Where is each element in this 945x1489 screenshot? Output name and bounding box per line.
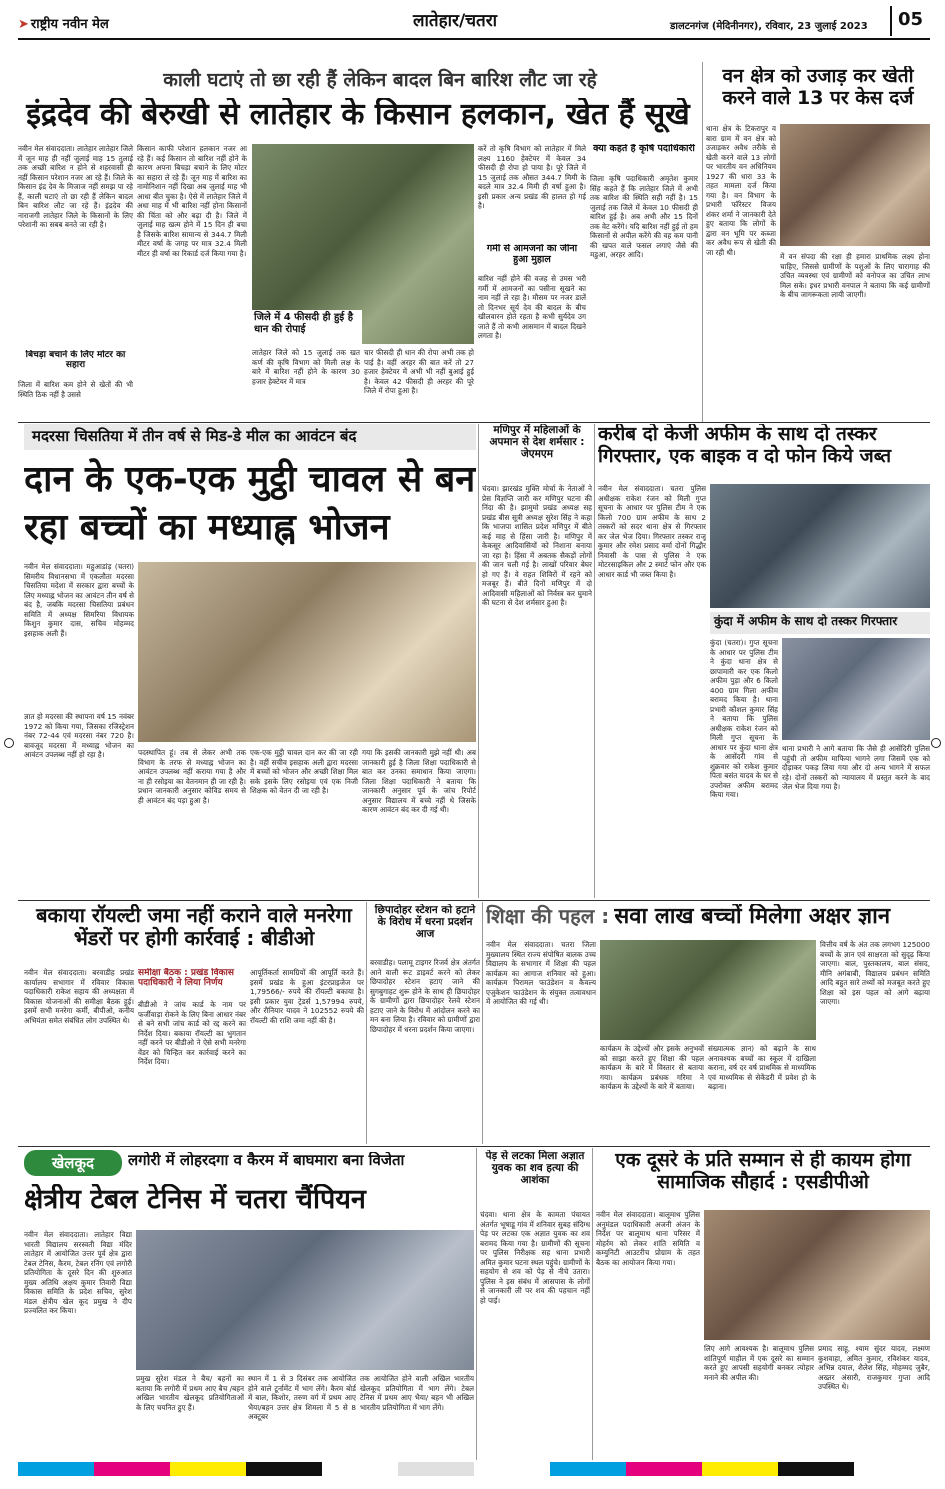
royalty-col2: बीडीओ ने जांच कार्ड के नाम पर फर्जीवाड़ा रोकने के लिए बिना आधार नंबर से बने सभी जांच कार्ड को रद्द करने का निर्देश दिया। बकाया रॉयल्टी का भुगतान नहीं करने पर बीडीओ ने ऐसे सभी मनरेगा वेंडर को चिन्हित कर कार्रवाई करने का निर्देश दिया। [138, 1000, 246, 1066]
tabletennis-photo [136, 1230, 474, 1370]
main-col4b: बारिश नहीं होने की वजह से उमस भरी गर्मी में आमजनों का पसीना सूखने का नाम नहीं ले रहा है। मौसम पर नजर डालें तो दिनभर सूर्य देव की बादल के बीच खीलवारन होते रहता है कभी सुर्यदेव उग जाते हैं तो कभी आसमान में बादल दिखने लगता है। [478, 274, 586, 340]
tabletennis-col1: नवीन मेल संवाददाता। लातेहार विद्या भारती विद्यालय सरस्वती विद्या मंदिर लातेहार में आयोजित उत्तर पूर्व क्षेत्र द्वारा टेबल टेनिस, कैरम, टेबल रनिंग एवं लगोरी प्रतियोगिता के दूसरे दिन की शुरुआत मुख्य अतिथि अक्षय कुमार तिवारी विद्या विकास समिति के प्रदेश सचिव, सुरेश मंडल क्षेत्रीय खेल कूद प्रमुख ने दीप प्रज्वलित कर किया। [24, 1230, 132, 1315]
brand-text: राष्ट्रीय नवीन मेल [30, 17, 109, 32]
education-col3: संख्यात्मक ज्ञान) को बढ़ाने के साथ अनावश्यक बच्चों का स्कूल में दाखिला कराना, वर्ष दर वर्ष प्राथमिक से माध्यमिक एवं माध्यमिक से सेकेंडरी में प्रवेश हो के बढ़ाना। [708, 1044, 816, 1091]
main-col4-subhead: गर्मी से आमजनों का जीना हुआ मुहाल [486, 244, 578, 265]
royalty-headline: बकाया रॉयल्टी जमा नहीं कराने वाले मनरेगा भेंडरों पर होगी कार्रवाई : बीडीओ [36, 904, 352, 950]
manipur-headline: मणिपुर में महिलाओं के अपमान से देश शर्मसार : जेएमएम [489, 424, 585, 461]
education-col4: वित्तीय वर्ष के अंत तक लगभग 125000 बच्चों के ज्ञान एवं साक्षरता को सुदृढ़ किया जाएगा। बाल, पुस्तकालय, बाल संसद, मीनि अगंबाबी, विद्यालय प्रबंधन समिति आदि बहुत सारे तथ्यों को मजबूत करते हुए शिक्षा को इस पहल को आगे बढ़ाया जाएगा। [820, 940, 930, 1006]
madrasa-col4: गया कि इसकी जानकारी मुझे नहीं थी। अब जानकारी हुई है जिला शिक्षा पदाधिकारी से बात कर उनका समाधान किया जाएगा। जिला शिक्षा पदाधिकारी ने बताया कि जानकारी अनुसार पूर्व के जांच रिपोर्ट अनुसार विद्यालय में बच्चे नहीं थे जिसके कारण आवंटन बंद कर दी गई थी। [362, 748, 476, 814]
section-title: लातेहार/चतरा [413, 11, 498, 31]
mid-day-meal-photo [138, 562, 476, 742]
harmony-col1: नवीन मेल संवाददाता। बालूमाथ पुलिस अनुमंडल पदाधिकारी अजनी अंजन के निर्देश पर बालूमाथ थाना परिसर में मोहर्रम को लेकर शांति समिति व कम्युनिटी आउटरीच प्रोग्राम के तहत बैठक का आयोजन किया गया। [596, 1210, 700, 1267]
dateline: डालटनगंज (मेदिनीनगर), रविवार, 23 जुलाई 2023 [670, 21, 868, 32]
brand-name [18, 14, 109, 32]
main-headline: इंद्रदेव की बेरुखी से लातेहार के किसान हलकान, खेत हैं सूखे [26, 98, 690, 132]
opium-col1: नवीन मेल संवाददाता। चतरा पुलिस अधीक्षक राकेश रंजन को मिली गुप्त सूचना के आधार पर पुलिस टीम ने एक किलो 700 ग्राम अफीम के साथ 2 तस्करों को सदर थाना क्षेत्र से गिरफ्तार कर जेल भेज दिया। गिरफ्तार तस्कर राजू कुमार और रमेश प्रसाद वर्मा दोनों गिद्धौर निवासी के पास से पुलिस ने एक मोटरसाइकिल और 2 स्मार्ट फोन और एक आधार कार्ड भी जब्त किया है। [598, 484, 706, 579]
madrasa-banner: मदरसा चिसतिया में तीन वर्ष से मिड-डे मील का आवंटन बंद [24, 424, 476, 450]
tabletennis-col4: तक आयोजित होने वाली अखिल भारतीय खेलकूद प्रतियोगिता में भाग लेंगे। टेबल टेनिस में प्रथम आए भैया/ बहन भी अखिल भारतीय प्रतियोगिता में भाग लेंगे। [360, 1374, 474, 1412]
main-col1b: जिला में बारिश कम होने से खेतों की भी स्थिति ठिक नहीं है उससे [18, 380, 133, 399]
print-color-bar [18, 1462, 930, 1476]
main-col3b: चार फीसदी ही धान की रोपा अभी तक हो पाई है। वहीं अरहर की बात करें तो 27 हजार हेक्टेयर में अभी भी नहीं बुआई हुई है। केवल 42 फीसदी ही अरहर की पूरे जिले में रोपा हुआ है। [364, 348, 474, 395]
tabletennis-col3: स्थान में 1 से 3 दिसंबर तक आयोजित होने वाले टूर्नामेंट में भाग लेंगे। कैरम बोर्ड में बाल, किशोर, तरुण वर्ग में प्रथम आए भैया/बहन उत्तर क्षेत्र शिमला में 5 से 8 अक्टूबर [248, 1374, 356, 1421]
kunda-col1: कुंदा (चतरा)। गुप्त सूचना के आधार पर पुलिस टीम ने कुंदा थाना क्षेत्र से छापामारी कर एक किलो अफीम पुड़ा और 6 किलो 400 ग्राम गिला अफीम बरामद किया है। थाना प्रभारी कौशल कुमार सिंह ने बताया कि पुलिस अधीक्षक राकेश रंजन को मिली गुप्त सूचना के आधार पर कुंदा थाना क्षेत्र के आसेंदरी गांव से शुक्रवार को राकेश कुमार पिता बसंत यादव के घर से उपरोक्त अफीम बरामद किया गया। [710, 638, 778, 799]
agri-officer-box-head: क्या कहते हैं कृषि पदाधिकारी [593, 144, 695, 154]
kunda-photo [782, 638, 930, 740]
harmony-col2: लिए आगे आवश्यक है। बालूमाथ पुलिस शांतिपूर्ण माहौल में एक दूसरे का सम्मान करते हुए आपसी सहयोगी बनकर त्योहार मनाने की अपील की। [704, 1344, 814, 1382]
forest-photo [780, 124, 930, 246]
madrasa-col1b: ज्ञात हो मदरसा की स्थापना वर्ष 15 नवंबर 1972 को किया गया, जिसका रजिस्ट्रेशन नंबर 72-44 एवं मदरसा नंबर 720 है। बावजूद मदरसा में मध्याह्न भोजन का आवंटन उपलब्ध नहीं हो रहा है। [24, 712, 134, 759]
registration-mark-icon [4, 738, 14, 748]
madrasa-headline: दान के एक-एक मुट्ठी चावल से बन रहा बच्चों का मध्याह्न भोजन [24, 459, 476, 548]
agri-officer-box-body: जिला कृषि पदाधिकारी अमृतेश कुमार सिंह कहते हैं कि लातेहार जिले में अभी तक बारिश की स्थिति सही नहीं है। 15 जुलाई तक जिले में केवल 10 फीसदी ही बारिश हुई है। अब अभी और 15 दिनों तक वेट करेंगे। यदि बारिश नहीं हुई तो हम किसानों से अपील करेंगे की वह कम पानी की खपत वाले फसल लगाएं जैसे की मडुआ, अरहर आदि। [590, 174, 698, 259]
khelkud-tag: खेलकूद [24, 1150, 122, 1176]
main-col1: नवीन मेल संवाददाता। लातेहार लातेहार जिले में जून माह ही नहीं जुलाई माह 15 तुलाई तक अच्छी बारिश न होने से शहरवासी ही नहीं किसान परेशान नजर आ रहे हैं। जिले के किसान इंद्र देव के मिजाज नहीं समझ पा रहे हैं, काली घटाएं तो छा रही हैं लेकिन बादल बिन बारिश लौट जा रहे हैं। इंद्रदेव की नाराजगी लातेहार जिले के किसानों के लिए परेशानी का सबब बनते जा रही है। [18, 144, 133, 229]
tabletennis-kicker: लगोरी में लोहरदगा व कैरम में बाघमारा बना विजेता [128, 1152, 405, 1169]
harmony-meeting-photo [704, 1210, 930, 1340]
education-kicker: शिक्षा की पहल : [486, 904, 610, 928]
education-col2: कार्यक्रम के उद्देश्यों और इसके अनुभवों को साझा करते हुए शिक्षा की पहल कार्यक्रम के बारे में विस्तार से बताया गया। कार्यक्रम प्रबंधक गरिमा ने कार्यक्रम के उद्देश्यों के बारे में बताया। [600, 1044, 704, 1091]
forest-headline: वन क्षेत्र को उजाड़ कर खेती करने वाले 13 पर केस दर्ज [722, 66, 914, 109]
tabletennis-headline: क्षेत्रीय टेबल टेनिस में चतरा चैंपियन [24, 1184, 366, 1215]
main-col3a: लातेहार जिले को 15 जुलाई तक खत कर्ण की कृषि विभाग को मिली लक्ष के बारे में बारिश नहीं होने के कारण 30 हजार हेक्टेयर में मात्र [252, 348, 360, 386]
tabletennis-col2: प्रमुख सुरेश मंडल ने बैच/ बहनों का बताया कि लगोरी में प्रथम आए बैच /बहन अखिल भारतीय खेलकूद प्रतियोगिताओं के लिए चयनित हुए हैं। [136, 1374, 244, 1412]
murder-body: चंदवा। थाना क्षेत्र के कामता पंचायत अंतर्गत भूषाडू गांव में शनिवार सुबह संदिग्ध पेड़ पर लटका एक अज्ञात युवक का शव बरामद किया गया है। ग्रामीणों की सूचना पर पुलिस निरीक्षक सह थाना प्रभारी अमित कुमार घटना स्थल पहुंचे। ग्रामीणों के सहयोग से शव को पेड़ से नीचे उतारा। पुलिस ने इस संबंध में आसपास के लोगों से जानकारी ली पर शव की पहचान नहीं हो पाई। [480, 1210, 590, 1305]
forest-col1: थाना क्षेत्र के टिकरापुर व बारा ग्राम में वन क्षेत्र को उजाड़कर अवैध तरीके से खेती करने वाले 13 लोगों पर भारतीय वन अधिनियम 1927 की धारा 33 के तहत मामला दर्ज किया गया है। वन विभाग के प्रभारी फॉरेस्टर विजय शंकर शर्मा ने जानकारी देते हुए बताया कि लोगों के द्वारा वन भूमि पर कब्जा कर अवैध रूप से खेती की जा रही थी। [706, 124, 776, 257]
madrasa-col3: एक-एक मुट्ठी चावल दान कर की जा रही है। वहीं सचीव इसहाक अली द्वारा मदरसा में बच्चों को भोजन और अच्छी शिक्षा मिल सके इसके लिए रसोइया एवं एक निजी शिक्षक को वेतन दी जा रही है। [250, 748, 358, 795]
harmony-headline: एक दूसरे के प्रति सम्मान से ही कायम होगा सामाजिक सौहार्द : एसडीपीओ [615, 1150, 911, 1193]
education-headline-row [486, 904, 930, 938]
farmer-photo [252, 144, 474, 344]
harmony-col3: प्रमाद साहू, श्याम सुंदर यादव, लक्ष्मण कुशवाहा, अमित कुमार, रविशंकर यादव, अभिन्न दयाल, शैलेश सिंह, मोहम्मद जुबैर, अख्तर अंसारी, राजकुमार गुप्ता आदि उपस्थित थे। [818, 1344, 930, 1391]
masthead [18, 6, 930, 40]
main-kicker: काली घटाएं तो छा रही हैं लेकिन बादल बिन बारिश लौट जा रहे [163, 69, 597, 90]
kunda-opium-headline: कुंदा में अफीम के साथ दो तस्कर गिरफ्तार [710, 612, 930, 634]
education-col1: नवीन मेल संवाददाता। चतरा जिला मुख्यालय स्थित राज्य संपोषित बालक उच्च विद्यालय के सभागार में शिक्षा की पहल कार्यक्रम का आगाज शनिवार को हुआ। कार्यक्रम पिरामल फाउंडेशन व कैवल्य एजुकेशन फाउंडेशन के संयुक्त तत्वावधान में आयोजित की गई थी। [486, 940, 596, 1006]
registration-mark-icon [931, 738, 941, 748]
main-col4: करें तो कृषि विभाग को लातेहार में मिले लक्ष्य 1160 हेक्टेयर में केवल 34 फीसदी ही रोपा हो पाया है। पूरे जिले में 15 जुलाई तक औसत 344.7 मिमी के बदले मात्र 32.4 मिमी ही वर्षा हुआ है। इसी प्रकार अन्य प्रखंड की हालत हो गई है। [478, 144, 586, 210]
murder-headline: पेड़ से लटका मिला अज्ञात युवक का शव हत्या की आशंका [485, 1150, 585, 1187]
forest-col2: में वन संपदा की रक्षा ही हमारा प्राथमिक लक्ष्य होना चाहिए, जिससे ग्रामीणों के पशुओं के लिए चारागाह की उचित व्यवस्था एवं ग्रामीणों को वनोपज का उचित लाभ मिल सके। इधर प्रभारी वनपाल ने बताया कि कई ग्रामीणों के बीच जागरूकता लायी जाएगी। [780, 252, 930, 299]
main-col2: किसान काफी परेशान हलकान नजर आ रहे हैं। कई किसान तो बारिश नहीं होने के कारण अपना बिचड़ा बचाने के लिए मोटर का सहारा ले रहे हैं। जून माह में बारिश का नामोनिशान नहीं दिखा अब जुलाई माह भी आधा बीत चुका है। ऐसे में लातेहार जिले में अधा माह में भी बारिश नहीं होना किसानों की चिंता को और बढ़ा दी है। जिले में जुलाई माह खत्म होने में 15 दिन ही बचा है जिसके बारिश सामान्य से 344.7 मिली मीटर वर्षा के जगह पर मात्र 32.4 मिली मीटर ही वर्षा का रिकार्ड दर्ज किया गया है। [137, 144, 247, 258]
dharna-body: बरवाडीह। पलामू टाइगर रिजर्व क्षेत्र अंतर्गत आने वाली रूट डाइवर्ट करने को लेकर छिपादोहर स्टेशन हटाए जाने की सुगबुगाहट शुरू होने के साथ ही छिपादोहर के ग्रामीणों द्वारा छिपादोहर रेलवे स्टेशन हटाए जाने के विरोध में आंदोलन करने का मन बना लिया है। रविवार को ग्रामीणों द्वारा छिपादोहर में धरना प्रदर्शन किया जाएगा। [370, 958, 480, 1034]
manipur-body: चंदवा। झारखंड मुक्ति मोर्चा के नेताओं ने प्रेस विज्ञप्ति जारी कर मणिपुर घटना की निंदा की है। झामुमो प्रखंड अध्यक्ष सह प्रखंड बीस सूत्री अध्यक्ष सुरेश सिंह ने कहा कि भाजपा शासित प्रदेश मणिपुर में बीते कई माह से हिंसा जारी है। मणिपुर में केकसूर आदिवासियों को निशाना बनाया जा रहा है। हिंसा में अबतक सैकड़ों लोगों की जान चली गई है। लाखों परिवार बेघर हो गए हैं। वे राहत शिविरों में रहने को मजबूर हैं। बीते दिनों मणिपुर में दो आदिवासी महिलाओं को निर्वस्त्र कर घुमाने की घटना से देश शर्मसार हुआ है। [482, 484, 592, 607]
bird-logo-icon: ➤ [18, 17, 29, 32]
royalty-col2-head: समीक्षा बैठक : प्रखंड विकास पदाधिकारी ने लिया निर्णय [138, 968, 234, 989]
madrasa-col1: नवीन मेल संवाददाता। महुआडांड़ (चतरा) सिमरीय विधानसभा में एकलौता मदरसा चिसतिया मदेशा में सरकार द्वारा बच्चों के लिए मध्याह्न भोजन का आवंटन तीन वर्ष से बंद है, जबकि मदरसा चिसतिया प्रबंधन समिति में अध्यक्ष सिमरिया विधायक किशुन कुमार दास, सचिव मोहम्मद इसहाक अली हैं। [24, 562, 134, 638]
royalty-col1: नवीन मेल संवाददाता। बरवाडीह प्रखंड कार्यालय सभागार में रविवार विकास पदाधिकारी राकेश सहाय की अध्यक्षता में विकास योजनाओं की समीक्षा बैठक हुई। इसमें सभी मनरेगा कर्मी, बीपीओ, कनीय अभियंता समेत संबंधित लोग उपस्थित थे। [24, 968, 134, 1025]
madrasa-col2: पदस्थापित हूं। तब से लेकर अभी तक विभाग के तरफ से मध्याह्न भोजन का आवंटन उपलब्ध नहीं कराया गया है और ना ही रसोइया का वेतनमान ही जा रही है। प्रधान जानकारी अनुसार कोविड समय से ही आवंटन बंद पड़ा हुआ है। [138, 748, 246, 805]
royalty-col3: आपूर्तिकर्ता सामग्रियों की आपूर्ति करते हैं। इसमें प्रखंड के हुआ इंटरप्राइजेज पर 1,79566/- रुपये की रॉयल्टी बकाया है। इसी प्रकार युवा ट्रेडर्स 1,57994 रुपये, और रौनियार यादव ने 102552 रुपये की रॉयल्टी की राशि जमा नहीं की है। [250, 968, 364, 1025]
main-col1-subhead: बिचड़ा बचाने के लिए मोटर का सहारा [25, 350, 126, 371]
education-photo [600, 940, 816, 1040]
dharna-headline: छिपादोहर स्टेशन को हटाने के विरोध में धरना प्रदर्शन आज [374, 904, 476, 941]
education-headline: सवा लाख बच्चों मिलेगा अक्षर ज्ञान [614, 904, 891, 929]
page-number: 05 [890, 6, 930, 36]
opium-arrest-photo [710, 484, 930, 608]
farmer-photo-caption: जिले में 4 फीसदी ही हुई है धान की रोपाई [252, 310, 362, 344]
opium-headline: करीब दो केजी अफीम के साथ दो तस्कर गिरफ्तार, एक बाइक व दो फोन किये जब्त [598, 424, 892, 467]
kunda-col2: थाना प्रभारी ने आगे बताया कि जैसे ही आसेंदिरी पुलिस पहुंची तो अफीम माफिया भागने लगा जिसमें एक को दौड़ाकर पकड़ लिया गया और दो अन्य भागने में सफल रहे। दोनों तस्करों को न्यायालय में प्रस्तुत करने के बाद जेल भेज दिया गया है। [782, 744, 930, 791]
